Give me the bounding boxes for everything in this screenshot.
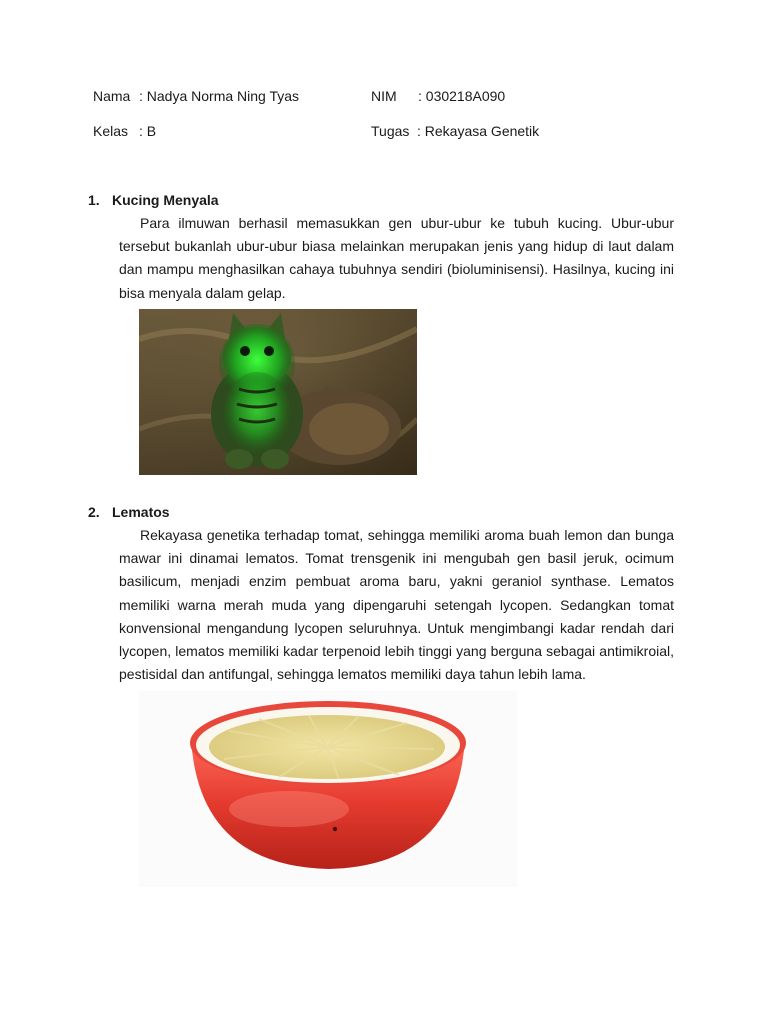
header-nim [371,87,505,105]
tugas-label: Tugas [371,123,410,139]
lematos-image [139,691,517,887]
lematos-illustration [139,691,517,887]
header-tugas [371,122,539,140]
kelas-value: : B [139,123,157,139]
section-title-text: Lematos [112,504,170,520]
header-nama [93,87,299,105]
section-title-kucing-menyala [88,191,219,209]
nama-label: Nama [93,88,131,104]
glowing-cat-illustration [139,309,417,475]
section-title-text: Kucing Menyala [112,192,219,208]
tugas-value: : Rekayasa Genetik [417,123,540,139]
kelas-label: Kelas [93,123,129,139]
nim-value: : 030218A090 [418,88,506,104]
section-number: 1. [88,192,100,208]
header-kelas [93,122,156,140]
section-title-lematos [88,503,170,521]
section-number: 2. [88,504,100,520]
glowing-cat-image [139,309,417,475]
nama-value: : Nadya Norma Ning Tyas [139,88,300,104]
section-paragraph: Para ilmuwan berhasil memasukkan gen ubur-ubur ke tubuh kucing. Ubur-ubur tersebut bukanlah ubur-ubur biasa melainkan merupakan jenis yang hidup di laut dalam dan mampu menghasilkan cahaya tubuhnya sendiri (bioluminisensi). Hasilnya, kucing ini bisa menyala dalam gelap. [119,215,674,301]
section-paragraph: Rekayasa genetika terhadap tomat, sehingga memiliki aroma buah lemon dan bunga mawar ini dinamai lematos. Tomat trensgenik ini mengubah gen basil jeruk, ocimum basilicum, menjadi enzim pembuat aroma baru, yakni geraniol synthase. Lematos memiliki warna merah muda yang dipengaruhi setengah lycopen. Sedangkan tomat konvensional mengandung lycopen seluruhnya. Untuk mengimbangi kadar rendah dari lycopen, lematos memiliki kadar terpenoid lebih tinggi yang berguna sebagai antimikroial, pestisidal dan antifungal, sehingga lematos memiliki daya tahun lebih lama. [119,527,674,683]
nim-label: NIM [371,88,397,104]
